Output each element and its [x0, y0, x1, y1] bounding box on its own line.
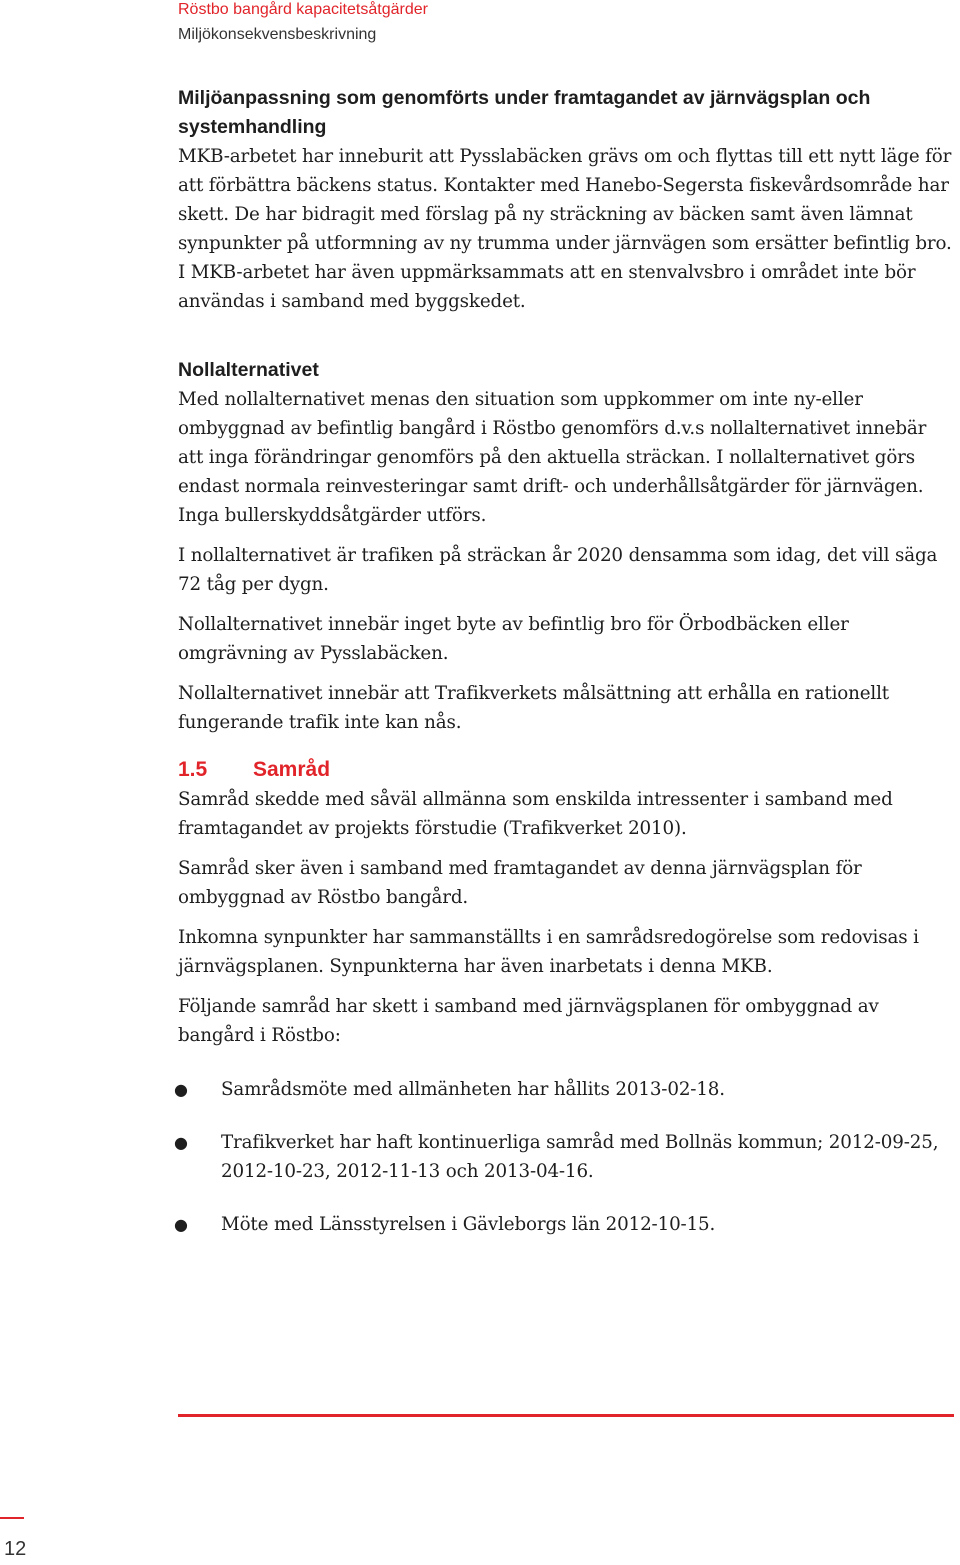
section-heading-miljoanpassning: Miljöanpassning som genomförts under framtagandet av järnvägsplan och systemhandling [178, 87, 871, 138]
section-heading-samrad [178, 755, 956, 785]
footer-rule [178, 1414, 954, 1417]
paragraph: Inkomna synpunkter har sammanställts i en samrådsredogörelse som redovisas i järnvägsplanen. Synpunkterna har även inarbetats i denna MKB. [178, 927, 919, 977]
paragraph: I nollalternativet är trafiken på sträckan år 2020 densamma som idag, det vill säga 72 tåg per dygn. [178, 545, 938, 595]
paragraph: Nollalternativet innebär inget byte av befintlig bro för Örbodbäcken eller omgrävning av Pysslabäcken. [178, 614, 849, 664]
page-number: 12 [4, 1538, 27, 1560]
paragraph: Samråd sker även i samband med framtagandet av denna järnvägsplan för ombyggnad av Röstbo bangård. [178, 858, 862, 908]
bullet-list [174, 1075, 956, 1239]
running-header-title: Röstbo bangård kapacitetsåtgärder [178, 1, 428, 18]
section-heading-nollalternativet: Nollalternativet [178, 359, 319, 381]
section-number: 1.5 [178, 758, 208, 781]
page-number-rule [0, 1517, 24, 1519]
paragraph: Samråd skedde med såväl allmänna som enskilda intressenter i samband med framtagandet av projekts förstudie (Trafikverket 2010). [178, 789, 893, 839]
paragraph: Med nollalternativet menas den situation som uppkommer om inte ny-eller ombyggnad av befintlig bangård i Röstbo genomförs d.v.s nollalternativet innebär att inga förändringar genomförs på den aktuella sträckan. I nollalternativet görs endast normala reinvesteringar samt drift- och underhållsåtgärder för järnvägen. Inga bullerskyddsåtgärder utförs. [178, 389, 927, 526]
section-title: Samråd [253, 758, 331, 781]
list-item: ● Möte med Länsstyrelsen i Gävleborgs län 2012-10-15. [178, 1210, 956, 1239]
bullet-icon: ● [174, 1133, 188, 1152]
bullet-icon: ● [174, 1080, 188, 1099]
paragraph: MKB-arbetet har inneburit att Pysslabäcken grävs om och flyttas till ett nytt läge för att förbättra bäckens status. Kontakter med Hanebo-Segersta fiskevårdsområde har skett. De har bidragit med förslag på ny sträckning av bäcken samt även lämnat synpunkter på utformning av ny trumma under järnvägen som ersätter befintlig bro. I MKB-arbetet har även uppmärksammats att en stenvalvsbro i området inte bör användas i samband med byggskedet. [178, 146, 952, 312]
list-item: ● Trafikverket har haft kontinuerliga samråd med Bollnäs kommun; 2012-09-25, 2012-10-23, 2012-11-13 och 2013-04-16. [178, 1128, 956, 1186]
running-header-subtitle: Miljökonsekvensbeskrivning [178, 26, 377, 43]
document-body [174, 84, 956, 1263]
list-item: ● Samrådsmöte med allmänheten har hållits 2013-02-18. [178, 1075, 956, 1104]
paragraph: Följande samråd har skett i samband med järnvägsplanen för ombyggnad av bangård i Röstbo: [178, 996, 879, 1046]
bullet-icon: ● [174, 1215, 188, 1234]
paragraph: Nollalternativet innebär att Trafikverkets målsättning att erhålla en rationellt fungerande trafik inte kan nås. [178, 683, 890, 733]
